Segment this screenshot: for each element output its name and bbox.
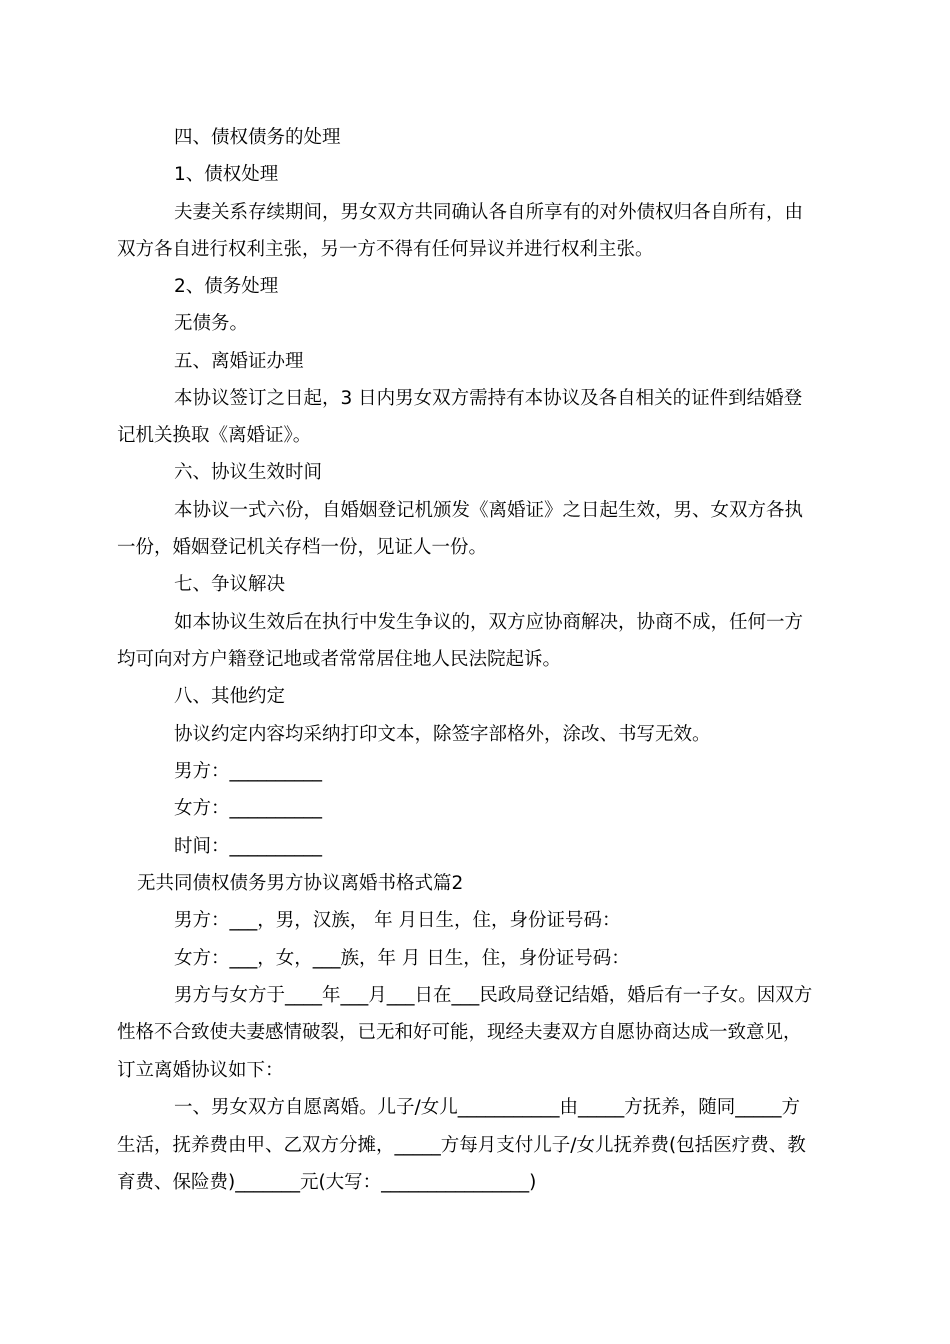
signature-line-wife: 女方：__________	[174, 798, 323, 819]
signature-line-date: 时间：__________	[174, 836, 323, 857]
paragraph-claims-line1: 夫妻关系存续期间，男女双方共同确认各自所享有的对外债权归各自所有，由	[174, 202, 804, 223]
section-heading-debts: 四、债权债务的处理	[174, 127, 341, 148]
subheading-debts: 2、债务处理	[174, 276, 279, 297]
section-heading-other: 八、其他约定	[174, 686, 286, 707]
paragraph-no-debts: 无债务。	[174, 313, 249, 334]
paragraph-certificate-line1: 本协议签订之日起，3 日内男女双方需持有本协议及各自相关的证件到结婚登	[174, 388, 803, 409]
subheading-claims: 1、债权处理	[174, 164, 279, 185]
clause-one-line3: 育费、保险费)_______元(大写：________________)	[117, 1172, 537, 1193]
section-heading-certificate: 五、离婚证办理	[174, 351, 304, 372]
paragraph-marriage-line3: 订立离婚协议如下：	[117, 1060, 284, 1081]
paragraph-marriage-line1: 男方与女方于____年___月___日在___民政局登记结婚，婚后有一子女。因双方	[174, 985, 813, 1006]
signature-line-husband: 男方：__________	[174, 761, 323, 782]
document-title-part2: 无共同债权债务男方协议离婚书格式篇2	[137, 873, 464, 894]
paragraph-dispute-line2: 均可向对方户籍登记地或者常常居住地人民法院起诉。	[117, 649, 562, 670]
party-wife-info: 女方：___，女，___族，年 月 日生，住，身份证号码：	[174, 948, 630, 969]
section-heading-dispute: 七、争议解决	[174, 574, 286, 595]
paragraph-other: 协议约定内容均采纳打印文本，除签字部格外，涂改、书写无效。	[174, 724, 711, 745]
paragraph-claims-line2: 双方各自进行权利主张，另一方不得有任何异议并进行权利主张。	[117, 239, 654, 260]
party-husband-info: 男方：___，男，汉族， 年 月日生，住，身份证号码：	[174, 910, 621, 931]
paragraph-certificate-line2: 记机关换取《离婚证》。	[117, 425, 312, 446]
paragraph-effective-line1: 本协议一式六份，自婚姻登记机颁发《离婚证》之日起生效，男、女双方各执	[174, 500, 804, 521]
paragraph-effective-line2: 一份，婚姻登记机关存档一份，见证人一份。	[117, 537, 488, 558]
paragraph-marriage-line2: 性格不合致使夫妻感情破裂，已无和好可能，现经夫妻双方自愿协商达成一致意见，	[117, 1022, 802, 1043]
clause-one-line1: 一、男女双方自愿离婚。儿子/女儿___________由_____方抚养，随同_____方	[174, 1097, 800, 1118]
clause-one-line2: 生活，抚养费由甲、乙双方分摊，_____方每月支付儿子/女儿抚养费(包括医疗费、教	[117, 1135, 806, 1156]
paragraph-dispute-line1: 如本协议生效后在执行中发生争议的，双方应协商解决，协商不成，任何一方	[174, 612, 804, 633]
section-heading-effective: 六、协议生效时间	[174, 462, 323, 483]
